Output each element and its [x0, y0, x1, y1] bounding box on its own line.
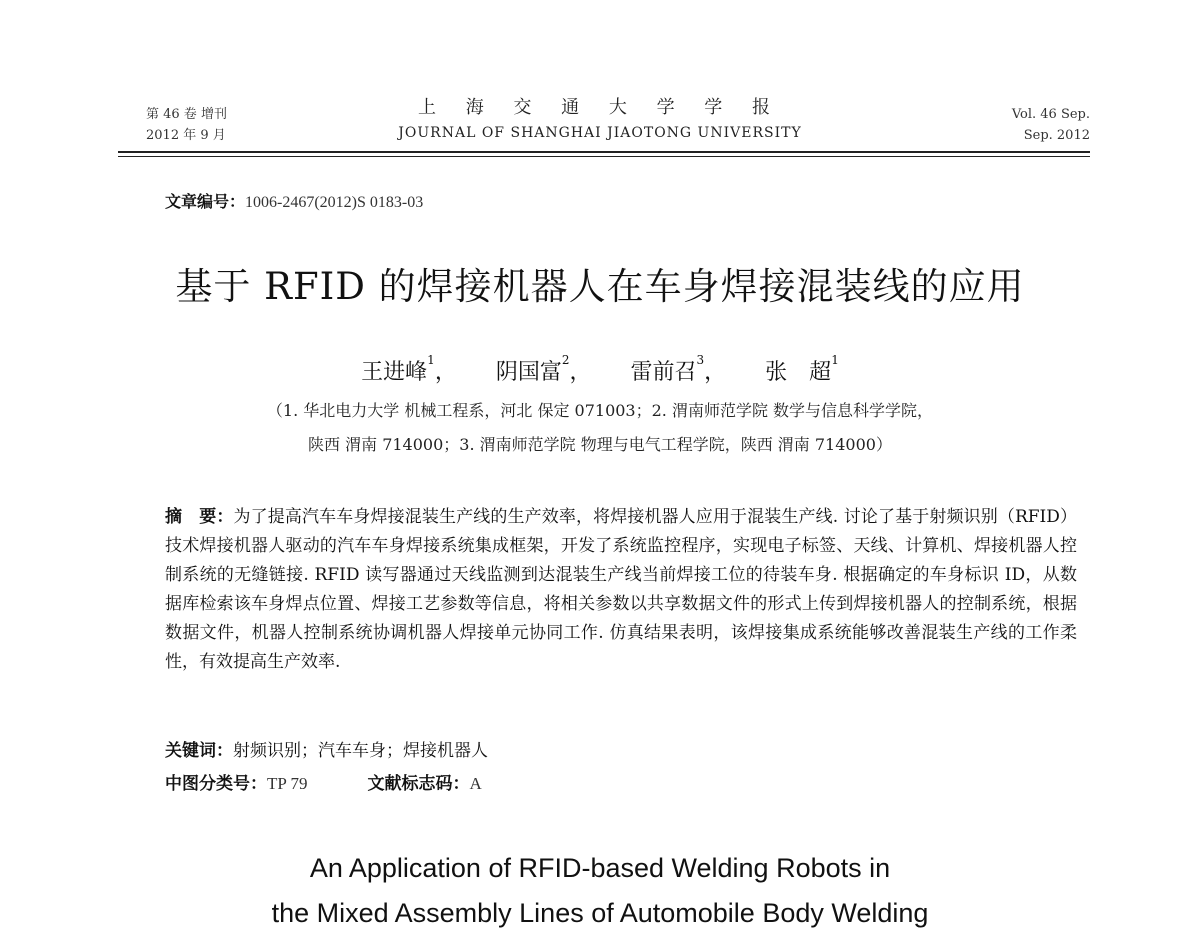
author-name: 王进峰: [361, 360, 428, 385]
date-en: Sep. 2012: [1023, 128, 1090, 143]
issue-date: 2012 年 9 月: [146, 128, 226, 143]
clc-label: 中图分类号：: [165, 774, 267, 794]
author-name: 阴国富: [495, 360, 562, 385]
keywords: [165, 736, 488, 761]
author-affiliation-mark: 1: [427, 353, 435, 367]
classification: [165, 769, 482, 794]
author-affiliation-mark: 2: [561, 353, 570, 367]
author: [496, 355, 592, 386]
english-title-line-2: the Mixed Assembly Lines of Automobile Body Welding: [271, 898, 929, 928]
author: [361, 355, 457, 386]
header-rule: [118, 151, 1090, 153]
header-rule-thin: [118, 156, 1090, 157]
keywords-text: 射频识别；汽车车身；焊接机器人: [233, 741, 488, 761]
affiliation-line-1: （1. 华北电力大学 机械工程系，河北 保定 071003；2. 渭南师范学院 数学与信息科学学院，: [266, 401, 934, 420]
issue-volume: 第 46 卷 增刊: [146, 107, 227, 122]
article-number-value: 1006-2467(2012)S 0183-03: [245, 194, 424, 211]
affiliation-line-2: 陕西 渭南 714000；3. 渭南师范学院 物理与电气工程学院，陕西 渭南 714000）: [308, 435, 892, 454]
author-affiliation-mark: 1: [831, 353, 839, 367]
author: [631, 355, 727, 386]
english-title-line-1: An Application of RFID-based Welding Robots in: [309, 853, 891, 883]
author-separator: ，: [434, 360, 457, 385]
author: [765, 355, 839, 386]
abstract-text: 为了提高汽车车身焊接混装生产线的生产效率，将焊接机器人应用于混装生产线. 讨论了基于射频识别（RFID）技术焊接机器人驱动的汽车车身焊接系统集成框架，开发了系统监控程序，实现电子标签、天线、计算机、焊接机器人控制系统的无缝链接. RFID 读写器通过天线监测到达混装生产线当前焊接工位的待装车身. 根据确定的车身标识 ID，从数据库检索该车身焊点位置、焊接工艺参数等信息，将相关参数以共享数据文件的形式上传到焊接机器人的控制系统，根据数据文件，机器人控制系统协调机器人焊接单元协同工作. 仿真结果表明，该焊接集成系统能够改善混装生产线的工作柔性，有效提高生产效率.: [165, 507, 1078, 672]
article-number: [165, 189, 423, 212]
english-title: [0, 846, 1200, 936]
author-separator: ，: [569, 360, 592, 385]
volume-en: Vol. 46 Sep.: [1011, 107, 1090, 122]
author-name: 张 超: [765, 360, 832, 385]
doc-code-value: A: [469, 774, 482, 793]
article-number-label: 文章编号：: [165, 192, 246, 211]
journal-volume-en: [1012, 104, 1090, 146]
journal-name-en: JOURNAL OF SHANGHAI JIAOTONG UNIVERSITY: [398, 125, 802, 141]
abstract: [165, 503, 1077, 677]
journal-name-cn: 上 海 交 通 大 学 学 报: [417, 97, 783, 118]
doc-code-label: 文献标志码：: [367, 774, 470, 794]
keywords-label: 关键词：: [165, 741, 233, 761]
abstract-label: 摘 要：: [165, 507, 234, 527]
author-affiliation-mark: 3: [696, 353, 705, 367]
author-list: [0, 355, 1200, 386]
paper-title: 基于 RFID 的焊接机器人在车身焊接混装线的应用: [175, 265, 1025, 308]
clc-value: TP 79: [267, 774, 308, 793]
author-separator: ，: [704, 360, 727, 385]
author-name: 雷前召: [630, 360, 697, 385]
